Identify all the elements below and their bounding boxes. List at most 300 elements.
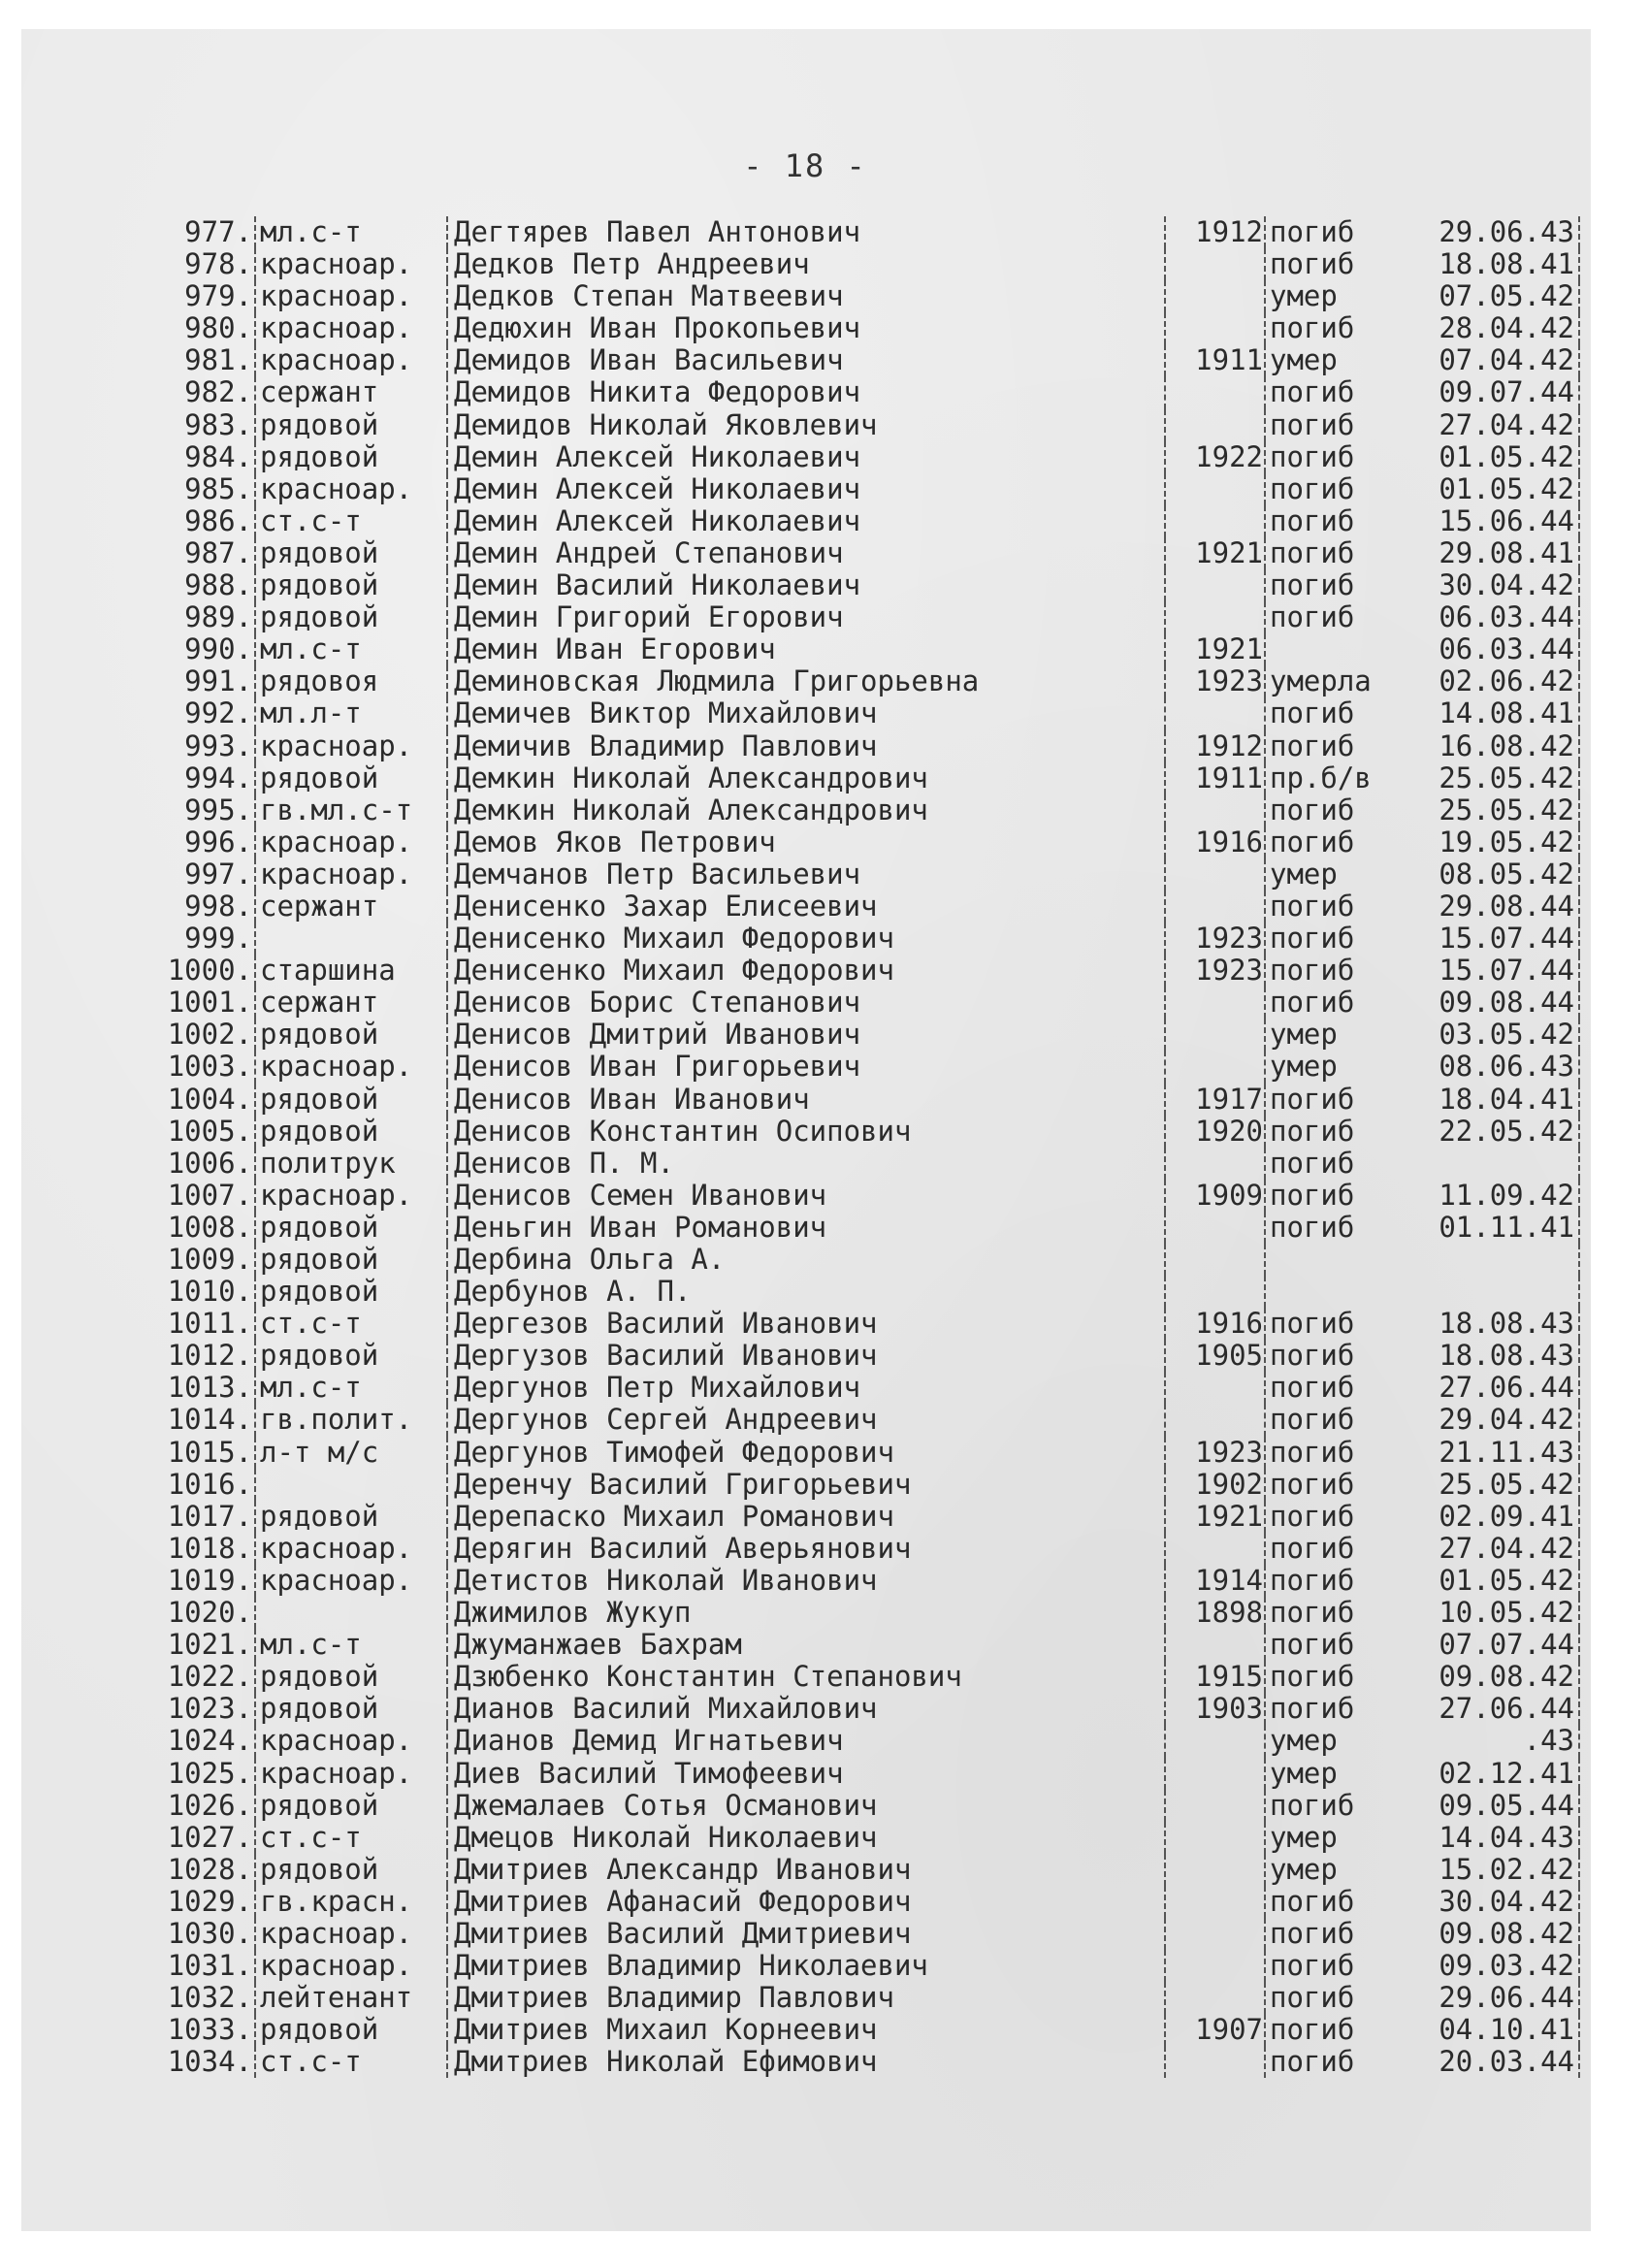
table-row <box>146 1372 1591 1404</box>
name-cell: Детистов Николай Иванович <box>446 1565 1308 1597</box>
entry-number: 1016. <box>167 1468 252 1501</box>
rank-cell: красноар. <box>254 1918 446 1950</box>
table-row <box>146 826 1591 859</box>
birth-year-cell: 1920 <box>1164 1116 1265 1148</box>
birth-year-cell: 1909 <box>1164 1180 1265 1212</box>
table-row <box>146 1886 1591 1918</box>
date-cell <box>1400 1148 1580 1180</box>
date-cell: 15.02.42 <box>1400 1854 1580 1886</box>
table-row <box>146 665 1591 697</box>
entry-number: 1014. <box>167 1404 252 1437</box>
rank-cell: рядовой <box>254 1116 446 1148</box>
name-cell: Дмитриев Василий Дмитриевич <box>446 1918 1308 1950</box>
name-cell: Джемалаев Сотья Османович <box>446 1790 1308 1822</box>
entry-number: 1023. <box>167 1693 252 1726</box>
birth-year-cell <box>1164 1019 1265 1051</box>
rank-cell: гв.красн. <box>254 1886 446 1918</box>
table-row <box>146 1661 1591 1693</box>
entry-number: 999. <box>184 923 252 956</box>
rank-cell <box>254 923 446 955</box>
birth-year-cell: 1921 <box>1164 633 1265 665</box>
fate-cell: погиб <box>1264 2014 1406 2046</box>
entry-number: 982. <box>184 376 252 409</box>
name-cell: Демин Алексей Николаевич <box>446 505 1308 537</box>
birth-year-cell: 1916 <box>1164 826 1265 859</box>
table-row <box>146 1918 1591 1950</box>
entry-number: 993. <box>184 729 252 762</box>
name-cell: Дмитриев Александр Иванович <box>446 1854 1308 1886</box>
entry-number: 1017. <box>167 1500 252 1533</box>
fate-cell: погиб <box>1264 891 1406 923</box>
table-row <box>146 955 1591 987</box>
table-row <box>146 987 1591 1019</box>
birth-year-cell <box>1164 987 1265 1019</box>
date-cell: 21.11.43 <box>1400 1437 1580 1469</box>
name-cell: Дзюбенко Константин Степанович <box>446 1661 1308 1693</box>
rank-cell: мл.с-т <box>254 1629 446 1661</box>
entry-number: 1026. <box>167 1789 252 1822</box>
fate-cell: умер <box>1264 344 1406 376</box>
fate-cell: погиб <box>1264 473 1406 505</box>
birth-year-cell <box>1164 1950 1265 1982</box>
entry-number: 986. <box>184 504 252 537</box>
entry-number: 1020. <box>167 1597 252 1630</box>
name-cell: Дианов Василий Михайлович <box>446 1693 1308 1725</box>
birth-year-cell <box>1164 1758 1265 1790</box>
rank-cell: красноар. <box>254 312 446 344</box>
date-cell: 09.08.44 <box>1400 987 1580 1019</box>
table-row <box>146 248 1591 280</box>
birth-year-cell: 1912 <box>1164 216 1265 248</box>
rank-cell: рядовой <box>254 537 446 569</box>
rank-cell: красноар. <box>254 1533 446 1565</box>
date-cell: 09.03.42 <box>1400 1950 1580 1982</box>
table-row <box>146 1276 1591 1308</box>
name-cell: Демин Григорий Егорович <box>446 601 1308 633</box>
fate-cell: погиб <box>1264 1918 1406 1950</box>
fate-cell: умер <box>1264 1758 1406 1790</box>
table-row <box>146 859 1591 891</box>
rank-cell: ст.с-т <box>254 1308 446 1340</box>
name-cell: Дмитриев Николай Ефимович <box>446 2046 1308 2078</box>
entry-number: 990. <box>184 633 252 666</box>
fate-cell: погиб <box>1264 1533 1406 1565</box>
birth-year-cell: 1917 <box>1164 1084 1265 1116</box>
name-cell: Дмецов Николай Николаевич <box>446 1822 1308 1854</box>
birth-year-cell: 1907 <box>1164 2014 1265 2046</box>
table-row <box>146 1533 1591 1565</box>
entry-number: 996. <box>184 826 252 859</box>
name-cell: Демин Андрей Степанович <box>446 537 1308 569</box>
rank-cell: рядовой <box>254 409 446 441</box>
rank-cell: рядовой <box>254 441 446 473</box>
name-cell: Денисов Дмитрий Иванович <box>446 1019 1308 1051</box>
date-cell: 15.07.44 <box>1400 955 1580 987</box>
fate-cell: умер <box>1264 1854 1406 1886</box>
date-cell: 29.04.42 <box>1400 1404 1580 1436</box>
rank-cell: политрук <box>254 1148 446 1180</box>
rank-cell: рядовой <box>254 1501 446 1533</box>
date-cell: 07.04.42 <box>1400 344 1580 376</box>
table-row <box>146 1116 1591 1148</box>
fate-cell: погиб <box>1264 923 1406 955</box>
rank-cell: рядовой <box>254 569 446 601</box>
birth-year-cell <box>1164 1629 1265 1661</box>
birth-year-cell: 1916 <box>1164 1308 1265 1340</box>
entry-number: 1032. <box>167 1982 252 2015</box>
fate-cell: умер <box>1264 1019 1406 1051</box>
table-row <box>146 2014 1591 2046</box>
date-cell: 08.05.42 <box>1400 859 1580 891</box>
rank-cell: ст.с-т <box>254 505 446 537</box>
name-cell: Дергузов Василий Иванович <box>446 1340 1308 1372</box>
entry-number: 977. <box>184 216 252 248</box>
table-row <box>146 1084 1591 1116</box>
entry-number: 997. <box>184 858 252 891</box>
entry-number: 1022. <box>167 1661 252 1694</box>
entry-number: 1009. <box>167 1244 252 1276</box>
fate-cell: погиб <box>1264 1982 1406 2014</box>
fate-cell: умер <box>1264 859 1406 891</box>
birth-year-cell <box>1164 1212 1265 1244</box>
rank-cell: красноар. <box>254 1758 446 1790</box>
date-cell: 09.08.42 <box>1400 1661 1580 1693</box>
rank-cell <box>254 1597 446 1629</box>
rank-cell: сержант <box>254 376 446 408</box>
fate-cell: погиб <box>1264 826 1406 859</box>
fate-cell: погиб <box>1264 409 1406 441</box>
birth-year-cell <box>1164 505 1265 537</box>
rank-cell: рядовой <box>254 1084 446 1116</box>
birth-year-cell <box>1164 1982 1265 2014</box>
fate-cell: погиб <box>1264 1950 1406 1982</box>
date-cell: 29.06.44 <box>1400 1982 1580 2014</box>
entry-number: 1033. <box>167 2014 252 2047</box>
birth-year-cell: 1923 <box>1164 923 1265 955</box>
birth-year-cell <box>1164 1533 1265 1565</box>
table-row <box>146 1725 1591 1757</box>
table-row <box>146 762 1591 794</box>
rank-cell: рядовой <box>254 1661 446 1693</box>
name-cell: Демкин Николай Александрович <box>446 794 1308 826</box>
birth-year-cell <box>1164 312 1265 344</box>
name-cell: Дерягин Василий Аверьянович <box>446 1533 1308 1565</box>
date-cell: 18.08.41 <box>1400 248 1580 280</box>
name-cell: Демидов Николай Яковлевич <box>446 409 1308 441</box>
date-cell: 14.08.41 <box>1400 697 1580 729</box>
name-cell: Джимилов Жукуп <box>446 1597 1308 1629</box>
date-cell: 15.06.44 <box>1400 505 1580 537</box>
fate-cell: погиб <box>1264 376 1406 408</box>
entry-number: 1019. <box>167 1564 252 1597</box>
table-row <box>146 1982 1591 2014</box>
entry-number: 1000. <box>167 955 252 988</box>
entry-number: 1008. <box>167 1211 252 1244</box>
date-cell: 06.03.44 <box>1400 633 1580 665</box>
name-cell: Демин Василий Николаевич <box>446 569 1308 601</box>
rank-cell: сержант <box>254 987 446 1019</box>
entry-number: 1025. <box>167 1757 252 1790</box>
name-cell: Демидов Никита Федорович <box>446 376 1308 408</box>
name-cell: Дергунов Петр Михайлович <box>446 1372 1308 1404</box>
entry-number: 1021. <box>167 1629 252 1662</box>
fate-cell: погиб <box>1264 248 1406 280</box>
birth-year-cell <box>1164 376 1265 408</box>
fate-cell: погиб <box>1264 1180 1406 1212</box>
rank-cell: рядовой <box>254 2014 446 2046</box>
entry-number: 1031. <box>167 1950 252 1983</box>
date-cell: 29.06.43 <box>1400 216 1580 248</box>
table-row <box>146 1469 1591 1501</box>
birth-year-cell <box>1164 1148 1265 1180</box>
date-cell: 07.05.42 <box>1400 280 1580 312</box>
table-row <box>146 1212 1591 1244</box>
entry-number: 1003. <box>167 1051 252 1084</box>
fate-cell: умер <box>1264 1822 1406 1854</box>
fate-cell: погиб <box>1264 1501 1406 1533</box>
entry-number: 992. <box>184 697 252 730</box>
entry-number: 987. <box>184 536 252 569</box>
fate-cell: погиб <box>1264 312 1406 344</box>
entry-number: 1007. <box>167 1179 252 1212</box>
birth-year-cell <box>1164 1276 1265 1308</box>
date-cell: 18.08.43 <box>1400 1308 1580 1340</box>
name-cell: Дмитриев Афанасий Федорович <box>446 1886 1308 1918</box>
entry-number: 1024. <box>167 1725 252 1758</box>
birth-year-cell <box>1164 697 1265 729</box>
birth-year-cell <box>1164 1725 1265 1757</box>
birth-year-cell <box>1164 794 1265 826</box>
entry-number: 981. <box>184 344 252 377</box>
birth-year-cell <box>1164 1854 1265 1886</box>
name-cell: Дианов Демид Игнатьевич <box>446 1725 1308 1757</box>
entry-number: 991. <box>184 665 252 698</box>
table-row <box>146 473 1591 505</box>
fate-cell: погиб <box>1264 1469 1406 1501</box>
birth-year-cell: 1903 <box>1164 1693 1265 1725</box>
name-cell: Диев Василий Тимофеевич <box>446 1758 1308 1790</box>
date-cell: 27.06.44 <box>1400 1372 1580 1404</box>
entry-number: 1028. <box>167 1853 252 1886</box>
rank-cell: красноар. <box>254 344 446 376</box>
birth-year-cell <box>1164 409 1265 441</box>
entry-number: 1010. <box>167 1276 252 1309</box>
table-row <box>146 1950 1591 1982</box>
table-row <box>146 1693 1591 1725</box>
table-row <box>146 1051 1591 1083</box>
birth-year-cell: 1912 <box>1164 730 1265 762</box>
rank-cell: мл.л-т <box>254 697 446 729</box>
rank-cell: рядовой <box>254 1340 446 1372</box>
birth-year-cell <box>1164 1051 1265 1083</box>
date-cell: 19.05.42 <box>1400 826 1580 859</box>
date-cell: 08.06.43 <box>1400 1051 1580 1083</box>
date-cell: 01.05.42 <box>1400 473 1580 505</box>
date-cell: 02.06.42 <box>1400 665 1580 697</box>
name-cell: Дмитриев Владимир Николаевич <box>446 1950 1308 1982</box>
entry-number: 1013. <box>167 1372 252 1405</box>
date-cell: 15.07.44 <box>1400 923 1580 955</box>
table-row <box>146 601 1591 633</box>
name-cell: Дедков Степан Матвеевич <box>446 280 1308 312</box>
table-row <box>146 1340 1591 1372</box>
rank-cell: гв.полит. <box>254 1404 446 1436</box>
name-cell: Демин Алексей Николаевич <box>446 473 1308 505</box>
date-cell: 02.09.41 <box>1400 1501 1580 1533</box>
entry-number: 1002. <box>167 1019 252 1052</box>
name-cell: Денисов Семен Иванович <box>446 1180 1308 1212</box>
table-row <box>146 376 1591 408</box>
table-row <box>146 280 1591 312</box>
birth-year-cell <box>1164 248 1265 280</box>
name-cell: Деньгин Иван Романович <box>446 1212 1308 1244</box>
rank-cell: рядовой <box>254 601 446 633</box>
table-row <box>146 216 1591 248</box>
name-cell: Денисенко Михаил Федорович <box>446 955 1308 987</box>
date-cell: 06.03.44 <box>1400 601 1580 633</box>
fate-cell: погиб <box>1264 1372 1406 1404</box>
table-row <box>146 1822 1591 1854</box>
fate-cell: погиб <box>1264 601 1406 633</box>
date-cell: 22.05.42 <box>1400 1116 1580 1148</box>
date-cell <box>1400 1276 1580 1308</box>
entry-number: 1005. <box>167 1115 252 1148</box>
birth-year-cell <box>1164 1918 1265 1950</box>
birth-year-cell <box>1164 859 1265 891</box>
fate-cell: погиб <box>1264 216 1406 248</box>
fate-cell: погиб <box>1264 505 1406 537</box>
rank-cell: красноар. <box>254 248 446 280</box>
fate-cell: погиб <box>1264 1212 1406 1244</box>
entry-number: 1027. <box>167 1821 252 1854</box>
entry-number: 1018. <box>167 1532 252 1565</box>
fate-cell: умерла <box>1264 665 1406 697</box>
fate-cell: погиб <box>1264 1629 1406 1661</box>
fate-cell: погиб <box>1264 987 1406 1019</box>
fate-cell: погиб <box>1264 1597 1406 1629</box>
date-cell: 01.05.42 <box>1400 441 1580 473</box>
entry-number: 1012. <box>167 1340 252 1373</box>
birth-year-cell <box>1164 1244 1265 1276</box>
rank-cell: красноар. <box>254 1051 446 1083</box>
rank-cell: красноар. <box>254 1725 446 1757</box>
name-cell: Денисов Иван Григорьевич <box>446 1051 1308 1083</box>
table-row <box>146 1790 1591 1822</box>
rank-cell: рядовой <box>254 1212 446 1244</box>
name-cell: Демидов Иван Васильевич <box>446 344 1308 376</box>
name-cell: Дергунов Сергей Андреевич <box>446 1404 1308 1436</box>
rank-cell: рядовой <box>254 1019 446 1051</box>
rank-cell: красноар. <box>254 473 446 505</box>
table-row <box>146 505 1591 537</box>
fate-cell: умер <box>1264 280 1406 312</box>
fate-cell <box>1264 1276 1406 1308</box>
entry-number: 1034. <box>167 2046 252 2079</box>
name-cell: Демов Яков Петрович <box>446 826 1308 859</box>
name-cell: Дербунов А. П. <box>446 1276 1308 1308</box>
table-row <box>146 344 1591 376</box>
table-row <box>146 697 1591 729</box>
entry-number: 1030. <box>167 1917 252 1950</box>
date-cell: 27.04.42 <box>1400 1533 1580 1565</box>
casualty-roster-table <box>146 216 1591 2078</box>
date-cell: 27.04.42 <box>1400 409 1580 441</box>
name-cell: Деренчу Василий Григорьевич <box>446 1469 1308 1501</box>
birth-year-cell: 1923 <box>1164 955 1265 987</box>
rank-cell: красноар. <box>254 1565 446 1597</box>
rank-cell: рядовой <box>254 762 446 794</box>
birth-year-cell: 1922 <box>1164 441 1265 473</box>
fate-cell: погиб <box>1264 794 1406 826</box>
rank-cell: рядовой <box>254 1276 446 1308</box>
birth-year-cell: 1905 <box>1164 1340 1265 1372</box>
fate-cell: умер <box>1264 1051 1406 1083</box>
rank-cell: красноар. <box>254 1950 446 1982</box>
table-row <box>146 923 1591 955</box>
table-row <box>146 1019 1591 1051</box>
date-cell: .43 <box>1400 1725 1580 1757</box>
fate-cell: погиб <box>1264 1116 1406 1148</box>
fate-cell: погиб <box>1264 1404 1406 1436</box>
rank-cell: старшина <box>254 955 446 987</box>
name-cell: Демчанов Петр Васильевич <box>446 859 1308 891</box>
rank-cell: л-т м/с <box>254 1437 446 1469</box>
date-cell: 28.04.42 <box>1400 312 1580 344</box>
table-row <box>146 891 1591 923</box>
name-cell: Денисенко Захар Елисеевич <box>446 891 1308 923</box>
date-cell: 16.08.42 <box>1400 730 1580 762</box>
table-row <box>146 1501 1591 1533</box>
date-cell <box>1400 1244 1580 1276</box>
rank-cell: рядовой <box>254 1790 446 1822</box>
table-row <box>146 1597 1591 1629</box>
rank-cell: лейтенант <box>254 1982 446 2014</box>
entry-number: 985. <box>184 472 252 505</box>
date-cell: 18.04.41 <box>1400 1084 1580 1116</box>
name-cell: Демичев Виктор Михайлович <box>446 697 1308 729</box>
name-cell: Денисенко Михаил Федорович <box>446 923 1308 955</box>
fate-cell: погиб <box>1264 1308 1406 1340</box>
date-cell: 09.05.44 <box>1400 1790 1580 1822</box>
name-cell: Дегтярев Павел Антонович <box>446 216 1308 248</box>
name-cell: Денисов Борис Степанович <box>446 987 1308 1019</box>
table-row <box>146 1180 1591 1212</box>
birth-year-cell <box>1164 2046 1265 2078</box>
fate-cell: погиб <box>1264 569 1406 601</box>
rank-cell <box>254 1469 446 1501</box>
fate-cell: погиб <box>1264 1886 1406 1918</box>
fate-cell <box>1264 1244 1406 1276</box>
rank-cell: ст.с-т <box>254 1822 446 1854</box>
name-cell: Деминовская Людмила Григорьевна <box>446 665 1308 697</box>
entry-number: 994. <box>184 761 252 794</box>
name-cell: Дергезов Василий Иванович <box>446 1308 1308 1340</box>
name-cell: Денисов П. М. <box>446 1148 1308 1180</box>
fate-cell: погиб <box>1264 2046 1406 2078</box>
date-cell: 18.08.43 <box>1400 1340 1580 1372</box>
date-cell: 29.08.41 <box>1400 537 1580 569</box>
table-row <box>146 2046 1591 2078</box>
table-row <box>146 633 1591 665</box>
entry-number: 989. <box>184 601 252 634</box>
name-cell: Демкин Николай Александрович <box>446 762 1308 794</box>
name-cell: Дмитриев Владимир Павлович <box>446 1982 1308 2014</box>
table-row <box>146 1758 1591 1790</box>
name-cell: Джуманжаев Бахрам <box>446 1629 1308 1661</box>
birth-year-cell: 1902 <box>1164 1469 1265 1501</box>
entry-number: 1004. <box>167 1083 252 1116</box>
fate-cell: погиб <box>1264 1437 1406 1469</box>
